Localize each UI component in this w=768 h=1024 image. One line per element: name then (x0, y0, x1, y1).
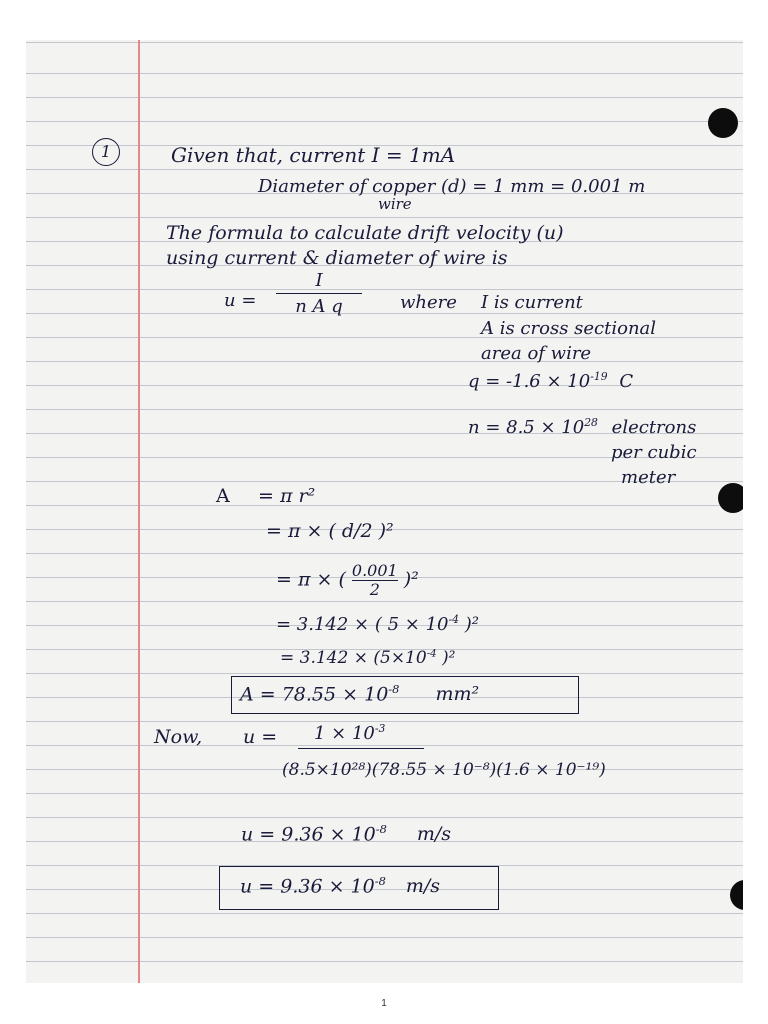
area-step-4: = 3.142 × ( $5 \times 10^{-4}$ )² (276, 613, 480, 635)
fraction-bar (276, 293, 362, 294)
velocity-numerator: $1 \times 10^{-3}$ (314, 722, 386, 744)
definition-area: A is cross sectional (481, 318, 657, 339)
area-step-5: = $3.142 \times (5\times 10^{-4}$ )² (280, 648, 456, 668)
definition-area-2: area of wire (481, 343, 592, 364)
velocity-denominator: (8.5×10²⁸)(78.55 × 10⁻⁸)(1.6 × 10⁻¹⁹) (282, 760, 606, 780)
area-step-2: = π × ( d/2 )² (266, 520, 394, 542)
velocity-lhs: u = (243, 726, 278, 748)
binder-hole (718, 483, 743, 513)
velocity-fraction-bar (298, 748, 424, 749)
given-diameter: Diameter of copper (d) = 1 mm = 0.001 m (258, 176, 646, 197)
notebook-page (26, 40, 743, 983)
formula-denominator: n A q (295, 296, 343, 317)
page-number: 1 (381, 998, 387, 1009)
now-label: Now, (154, 726, 203, 748)
question-number: 1 (92, 138, 120, 166)
formula-where: where (400, 292, 457, 313)
area-symbol: A (216, 485, 230, 507)
area-step-1: = π r² (258, 485, 316, 507)
area-result: $A = 78.55 \times 10^{-8}$ mm² (240, 682, 480, 706)
definition-charge: $q = -1.6 \times 10^{-19}$ C (468, 370, 634, 392)
formula-lhs: u = (224, 290, 257, 311)
definition-density-3: meter (621, 467, 676, 488)
definition-density-2: per cubic (611, 442, 697, 463)
definition-density: $n = 8.5 \times 10^{28}$ electrons (468, 416, 697, 438)
final-answer: $u = 9.36 \times 10^{-8}$ m/s (240, 874, 441, 898)
definition-current: I is current (481, 292, 583, 313)
intro-line-2: using current & diameter of wire is (166, 247, 508, 269)
formula-numerator: I (315, 270, 323, 291)
given-diameter-sub: wire (378, 195, 412, 213)
area-step-3: = π × ( $\frac{0.001}{2}$ )² (276, 561, 419, 599)
answer-line: $u = 9.36 \times 10^{-8}$ m/s (241, 822, 452, 846)
margin-line (138, 40, 140, 983)
binder-hole (730, 880, 743, 910)
binder-hole (708, 108, 738, 138)
formula-fraction (276, 270, 362, 317)
intro-line-1: The formula to calculate drift velocity (u) (166, 222, 564, 244)
given-current: Given that, current I = 1mA (171, 143, 456, 167)
